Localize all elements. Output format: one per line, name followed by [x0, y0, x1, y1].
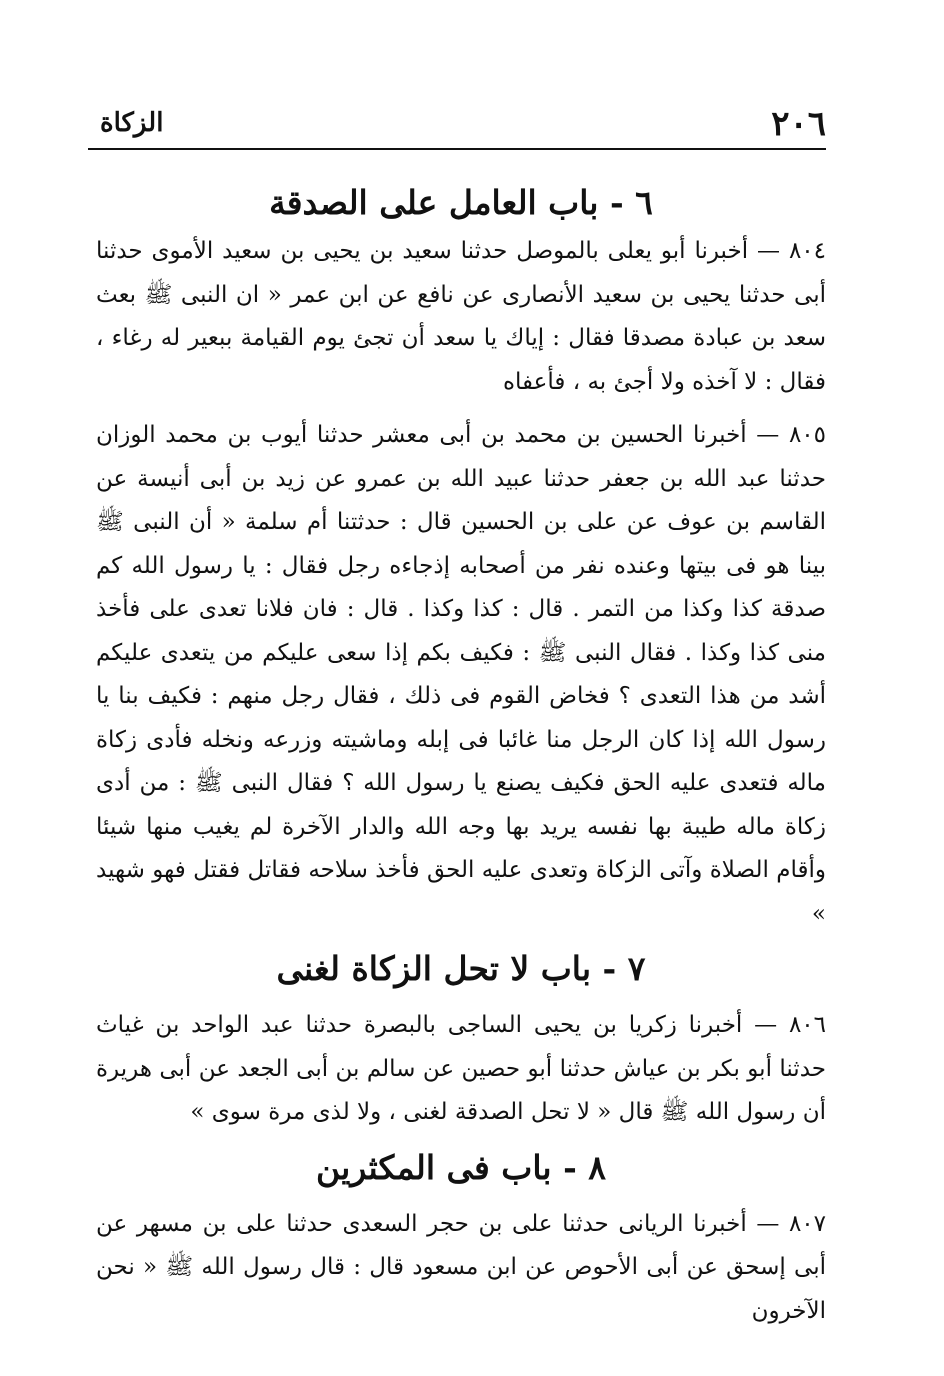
hadith-804: ٨٠٤ — أخبرنا أبو يعلى بالموصل حدثنا سعيد بن يحيى بن سعيد الأموى حدثنا أبى حدثنا يحيى بن سعيد الأنصارى عن نافع عن ابن عمر « ان النبى ﷺ بعث سعد بن عبادة مصدقا فقال : إياك يا سعد أن تجئ يوم القيامة ببعير له رغاء ، فقال : لا آخذه ولا أجئ به ، فأعفاه	[96, 238, 826, 395]
chapter-title-6: ٦ - باب العامل على الصدقة	[269, 183, 653, 222]
hadith-805: ٨٠٥ — أخبرنا الحسين بن محمد بن أبى معشر حدثنا أيوب بن محمد الوزان حدثنا عبد الله بن جعفر حدثنا عبيد الله بن عمرو عن زيد بن أبى أنيسة عن القاسم بن عوف عن على بن الحسين قال : حدثتنا أم سلمة « أن النبى ﷺ بينا هو فى بيتها وعنده نفر من أصحابه إذجاءه رجل فقال : يا رسول الله كم صدقة كذا وكذا من التمر . قال : كذا وكذا . قال : فان فلانا تعدى على فأخذ منى كذا وكذا . فقال النبى ﷺ : فكيف بكم إذا سعى عليكم من يتعدى عليكم أشد من هذا التعدى ؟ فخاض القوم فى ذلك ، فقال رجل منهم : فكيف بنا يا رسول الله إذا كان الرجل منا غائبا فى إبله وماشيته وزرعه ونخله فأدى زكاة ماله فتعدى عليه الحق فكيف يصنع يا رسول الله ؟ فقال النبى ﷺ : من أدى زكاة ماله طيبة بها نفسه يريد بها وجه الله والدار الآخرة لم يغيب منها شيئا وأقام الصلاة وآتى الزكاة وتعدى عليه الحق فأخذ سلاحه فقاتل فقتل فهو شهيد »	[96, 422, 826, 927]
page-content	[96, 176, 826, 1333]
running-section-title: الزكاة	[100, 108, 164, 138]
hadith-806: ٨٠٦ — أخبرنا زكريا بن يحيى الساجى بالبصرة حدثنا عبد الواحد بن غياث حدثنا أبو بكر بن عياش حدثنا أبو حصين عن سالم بن أبى الجعد عن أبى هريرة أن رسول الله ﷺ قال « لا تحل الصدقة لغنى ، ولا لذى مرة سوى »	[96, 1012, 826, 1125]
page-header	[100, 104, 826, 144]
chapter-title-7: ٧ - باب لا تحل الزكاة لغنى	[276, 949, 646, 988]
hadith-807: ٨٠٧ — أخبرنا الريانى حدثنا على بن حجر السعدى حدثنا على بن مسهر عن أبى إسحق عن أبى الأحوص عن ابن مسعود قال : قال رسول الله ﷺ « نحن الآخرون	[96, 1210, 826, 1324]
page-number: ٢٠٦	[771, 104, 826, 144]
header-rule	[88, 148, 826, 150]
chapter-title-8: ٨ - باب فى المكثرين	[316, 1147, 606, 1187]
